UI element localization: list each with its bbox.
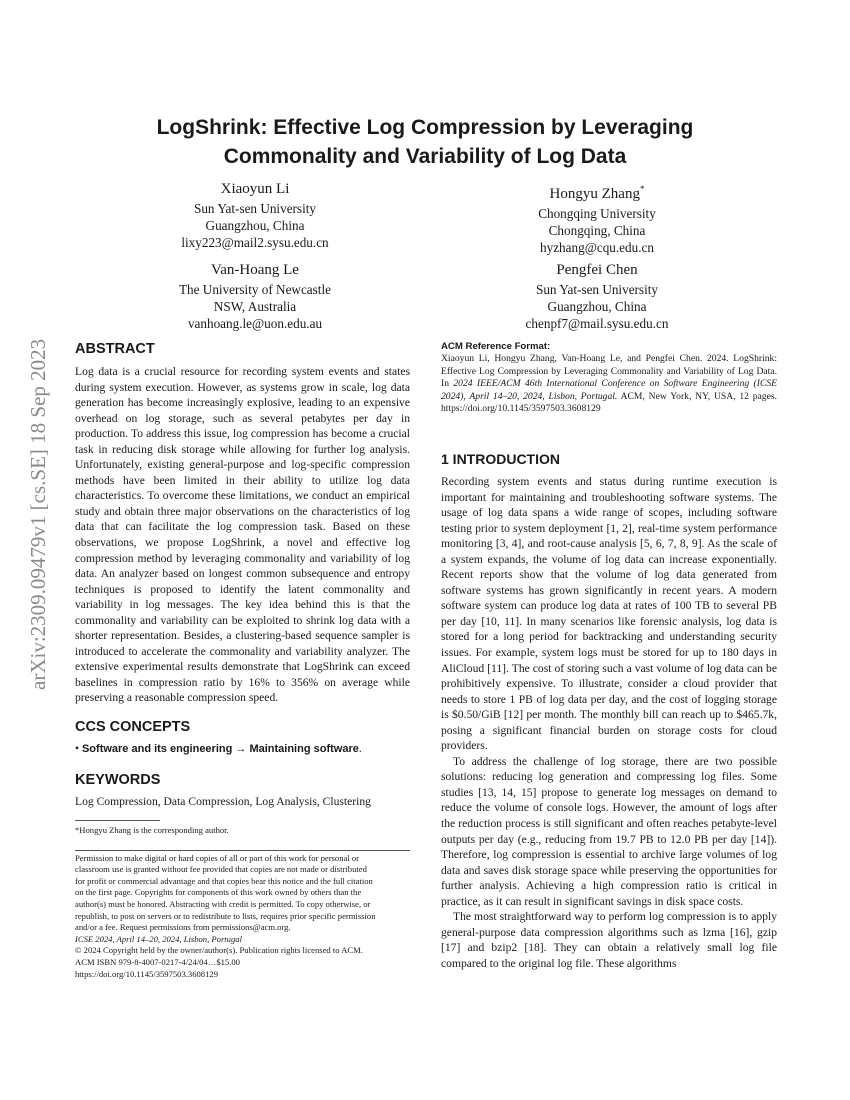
acm-reference-heading: ACM Reference Format:	[441, 341, 551, 352]
intro-paragraph: Recording system events and status during runtime execution is important for maintaining and troubleshooting software systems. The usage of log data spans a wide range of scopes, including software testing prior to system deployment [1, 2], real-time system performance monitoring [3, 4], and root-cause analysis [5, 6, 7, 8, 9]. As the scale of a system expands, the volume of log data can increase exponentially. Recent reports show that the volume of log data generated from software systems has grown significantly in recent years. A modern software system can produce log data at rates of 100 TB to several PB per day [10, 11]. In many scenarios like forensic analysis, log data is stored for a long period for backtracking and understanding security issues. For example, system logs must be stored for up to 180 days in AliCloud [11]. The cost of storing such a vast volume of log data can be prohibitively expensive. To illustrate, consider a cloud provider that needs to store 1 PB of log data per day, and the cost of logging storage is $0.50/GiB [12] per month. The monthly bill can reach up to $465.7k, posing a significant financial burden on storage costs for cloud providers.	[441, 474, 777, 753]
title-line-1: LogShrink: Effective Log Compression by Leveraging	[156, 116, 694, 139]
title-line-2: Commonality and Variability of Log Data	[223, 145, 627, 168]
introduction-body	[441, 474, 777, 972]
ccs-item	[75, 741, 410, 757]
ccs-bullet: •	[75, 742, 80, 756]
permission-line: for profit or commercial advantage and that copies bear this notice and the full citation	[75, 875, 373, 886]
author-email[interactable]: hyzhang@cqu.edu.cn	[540, 240, 654, 255]
author-email[interactable]: vanhoang.le@uon.edu.au	[187, 316, 323, 331]
permission-notice	[75, 853, 410, 981]
copyright-line: © 2024 Copyright held by the owner/author(s). Publication rights licensed to ACM.	[75, 945, 363, 956]
author-email[interactable]: chenpf7@mail.sysu.edu.cn	[525, 316, 669, 331]
author-location: Chongqing, China	[548, 223, 646, 238]
abstract-text: Log data is a crucial resource for recording system events and states during system execution. However, as systems grow in scale, log data generation has become increasingly explosive, leading to an expensive overhead on log storage, such as several petabytes per day in production. To address this issue, log compression has become a crucial task in reducing disk storage while allowing for further log analysis. Unfortunately, existing general-purpose and log-specific compression methods have been limited in their ability to utilize log data characteristics. To overcome these limitations, we conduct an empirical study and obtain three major observations on the characteristics of log data that can facilitate the log compression task. Based on these observations, we propose LogShrink, a novel and effective log compression method by leveraging commonality and variability of log data. An analyzer based on longest common subsequence and entropy techniques is proposed to identify the latent commonality and variability in log messages. The key idea behind this is that the commonality and variability can be exploited to shrink log data with a shorter representation. Besides, a clustering-based sequence sampler is introduced to accelerate the commonality and variability analyzer. The extensive experimental results demonstrate that LogShrink can exceed baselines in compression ratio by 16% to 356% on average while preserving a reasonable compression speed.	[75, 365, 410, 705]
right-column	[441, 340, 777, 971]
author-affiliation: Sun Yat-sen University	[194, 201, 316, 216]
arxiv-identifier: arXiv:2309.09479v1 [cs.SE] 18 Sep 2023	[26, 338, 50, 690]
author-location: NSW, Australia	[213, 299, 297, 314]
author-block	[105, 178, 405, 251]
author-affiliation: The University of Newcastle	[179, 282, 331, 297]
doi-link[interactable]: https://doi.org/10.1145/3597503.3608129	[75, 968, 218, 979]
left-column	[75, 340, 410, 980]
isbn-line: ACM ISBN 979-8-4007-0217-4/24/04…$15.00	[75, 956, 240, 967]
author-affiliation: Sun Yat-sen University	[536, 282, 658, 297]
author-location: Guangzhou, China	[205, 218, 305, 233]
footnote: *Hongyu Zhang is the corresponding author.	[75, 824, 229, 835]
permission-divider	[75, 850, 410, 851]
author-location: Guangzhou, China	[547, 299, 647, 314]
author-name: Van-Hoang Le	[211, 262, 299, 278]
author-name: Pengfei Chen	[556, 262, 638, 278]
author-email[interactable]: lixy223@mail2.sysu.edu.cn	[181, 235, 329, 250]
paper-title	[100, 113, 750, 171]
author-affiliation: Chongqing University	[538, 206, 656, 221]
corresponding-author-mark: *	[639, 184, 645, 194]
permission-line: republish, to post on servers or to redistribute to lists, requires prior specific permission	[75, 910, 376, 921]
permission-line: Permission to make digital or hard copies of all or part of this work for personal or	[75, 852, 360, 863]
permission-line: on the first page. Copyrights for components of this work owned by others than the	[75, 887, 362, 898]
author-block	[447, 178, 747, 256]
ccs-heading: CCS CONCEPTS	[75, 719, 191, 736]
acm-reference-text: Xiaoyun Li, Hongyu Zhang, Van-Hoang Le, and Pengfei Chen. 2024. LogShrink: Effective Log Compression by Leveraging Commonality and Variability of Log Data. In 2024 IEEE/ACM 46th International Conference on Software Engineering (ICSE 2024), April 14–20, 2024, Lisbon, Portugal. ACM, New York, NY, USA, 12 pages. https://doi.org/10.1145/3597503.3608129	[441, 353, 778, 415]
intro-paragraph: The most straightforward way to perform log compression is to apply general-purpose data compression algorithms such as lzma [16], gzip [17] and bzip2 [18]. They can obtain a relatively small log file compared to the original log file. These algorithms	[441, 910, 777, 970]
permission-line: author(s) must be honored. Abstracting with credit is permitted. To copy otherwise, or	[75, 898, 371, 909]
ccs-tail: .	[358, 742, 362, 756]
ccs-concept: Software and its engineering → Maintaining software	[81, 743, 359, 756]
introduction-heading: 1 INTRODUCTION	[441, 450, 560, 467]
author-block	[447, 259, 747, 332]
author-name: Xiaoyun Li	[220, 181, 290, 197]
author-name: Hongyu Zhang*	[549, 184, 645, 202]
acm-reference-venue: 2024 IEEE/ACM 46th International Conference on Software Engineering (ICSE 2024), April 14–20, 2024, Lisbon, Portugal.	[441, 378, 778, 402]
author-block	[105, 259, 405, 332]
permission-line: and/or a fee. Request permissions from permissions@acm.org.	[75, 922, 291, 933]
keywords-text: Log Compression, Data Compression, Log Analysis, Clustering	[75, 795, 371, 809]
intro-paragraph: To address the challenge of log storage, there are two possible solutions: reducing log generation and compressing log files. Some studies [13, 14, 15] propose to generate log messages on demand to reduce the volume of console logs. However, the amount of logs after the reduction process is still significant and often reaches petabyte-level outputs per day (e.g., reducing from 19.7 PB to 12.0 PB per day [14]). Therefore, log compression is essential to archive large volumes of log data and saves disk storage space while preserving the opportunities for further analysis. Achieving a high compression ratio is critical in practice, as it can result in significant savings in disk space costs.	[441, 754, 777, 908]
footnote-divider	[75, 820, 160, 821]
venue-line: ICSE 2024, April 14–20, 2024, Lisbon, Portugal	[75, 933, 242, 944]
abstract-heading: ABSTRACT	[75, 341, 155, 357]
permission-line: classroom use is granted without fee provided that copies are not made or distributed	[75, 864, 367, 875]
keywords-heading: KEYWORDS	[75, 772, 161, 789]
